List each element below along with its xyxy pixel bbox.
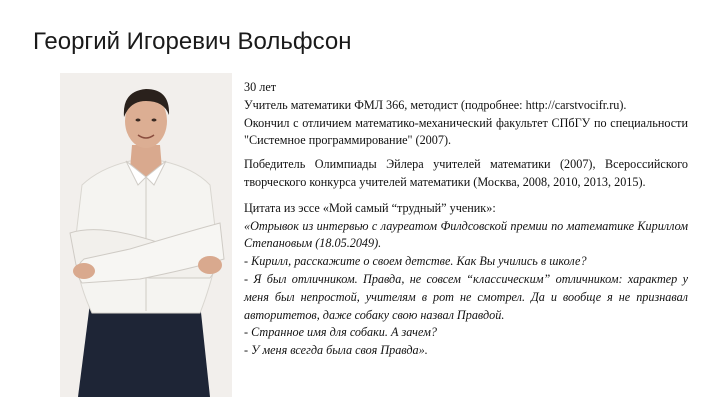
quote-line: - Кирилл, расскажите о своем детстве. Как Вы учились в школе? xyxy=(244,254,587,269)
quote-line: - Я был отличником. Правда, не совсем “классическим” отличником: характер у меня был непростой, учителям в рот не смотрел. Да и вообще я не признавал авторитетов, даже собаку свою назвал Правдой. xyxy=(244,271,688,322)
quote-line: - У меня всегда была своя Правда». xyxy=(244,343,428,358)
quote-heading: Цитата из эссе «Мой самый “трудный” ученик»: xyxy=(244,200,496,215)
slide-title: Георгий Игоревич Вольфсон xyxy=(33,28,352,55)
bio-text-block xyxy=(244,79,688,360)
bio-teacher: Учитель математики ФМЛ 366, методист (подробнее: http://carstvocifr.ru). xyxy=(244,97,627,112)
quote-line: - Странное имя для собаки. А зачем? xyxy=(244,325,437,340)
portrait-photo xyxy=(60,73,232,397)
bio-education: Окончил с отличием математико-механический факультет СПбГУ по специальности "Системное программирование" (2007). xyxy=(244,115,688,148)
bio-awards: Победитель Олимпиады Эйлера учителей математики (2007), Всероссийского творческого конкурса учителей математики (Москва, 2008, 2010, 2013, 2015). xyxy=(244,157,688,189)
portrait-illustration xyxy=(60,73,232,397)
bio-age: 30 лет xyxy=(244,80,277,94)
quote-intro: «Отрывок из интервью с лауреатом Филдсовской премии по математике Кириллом Степановым (18.05.2049). xyxy=(244,218,688,251)
